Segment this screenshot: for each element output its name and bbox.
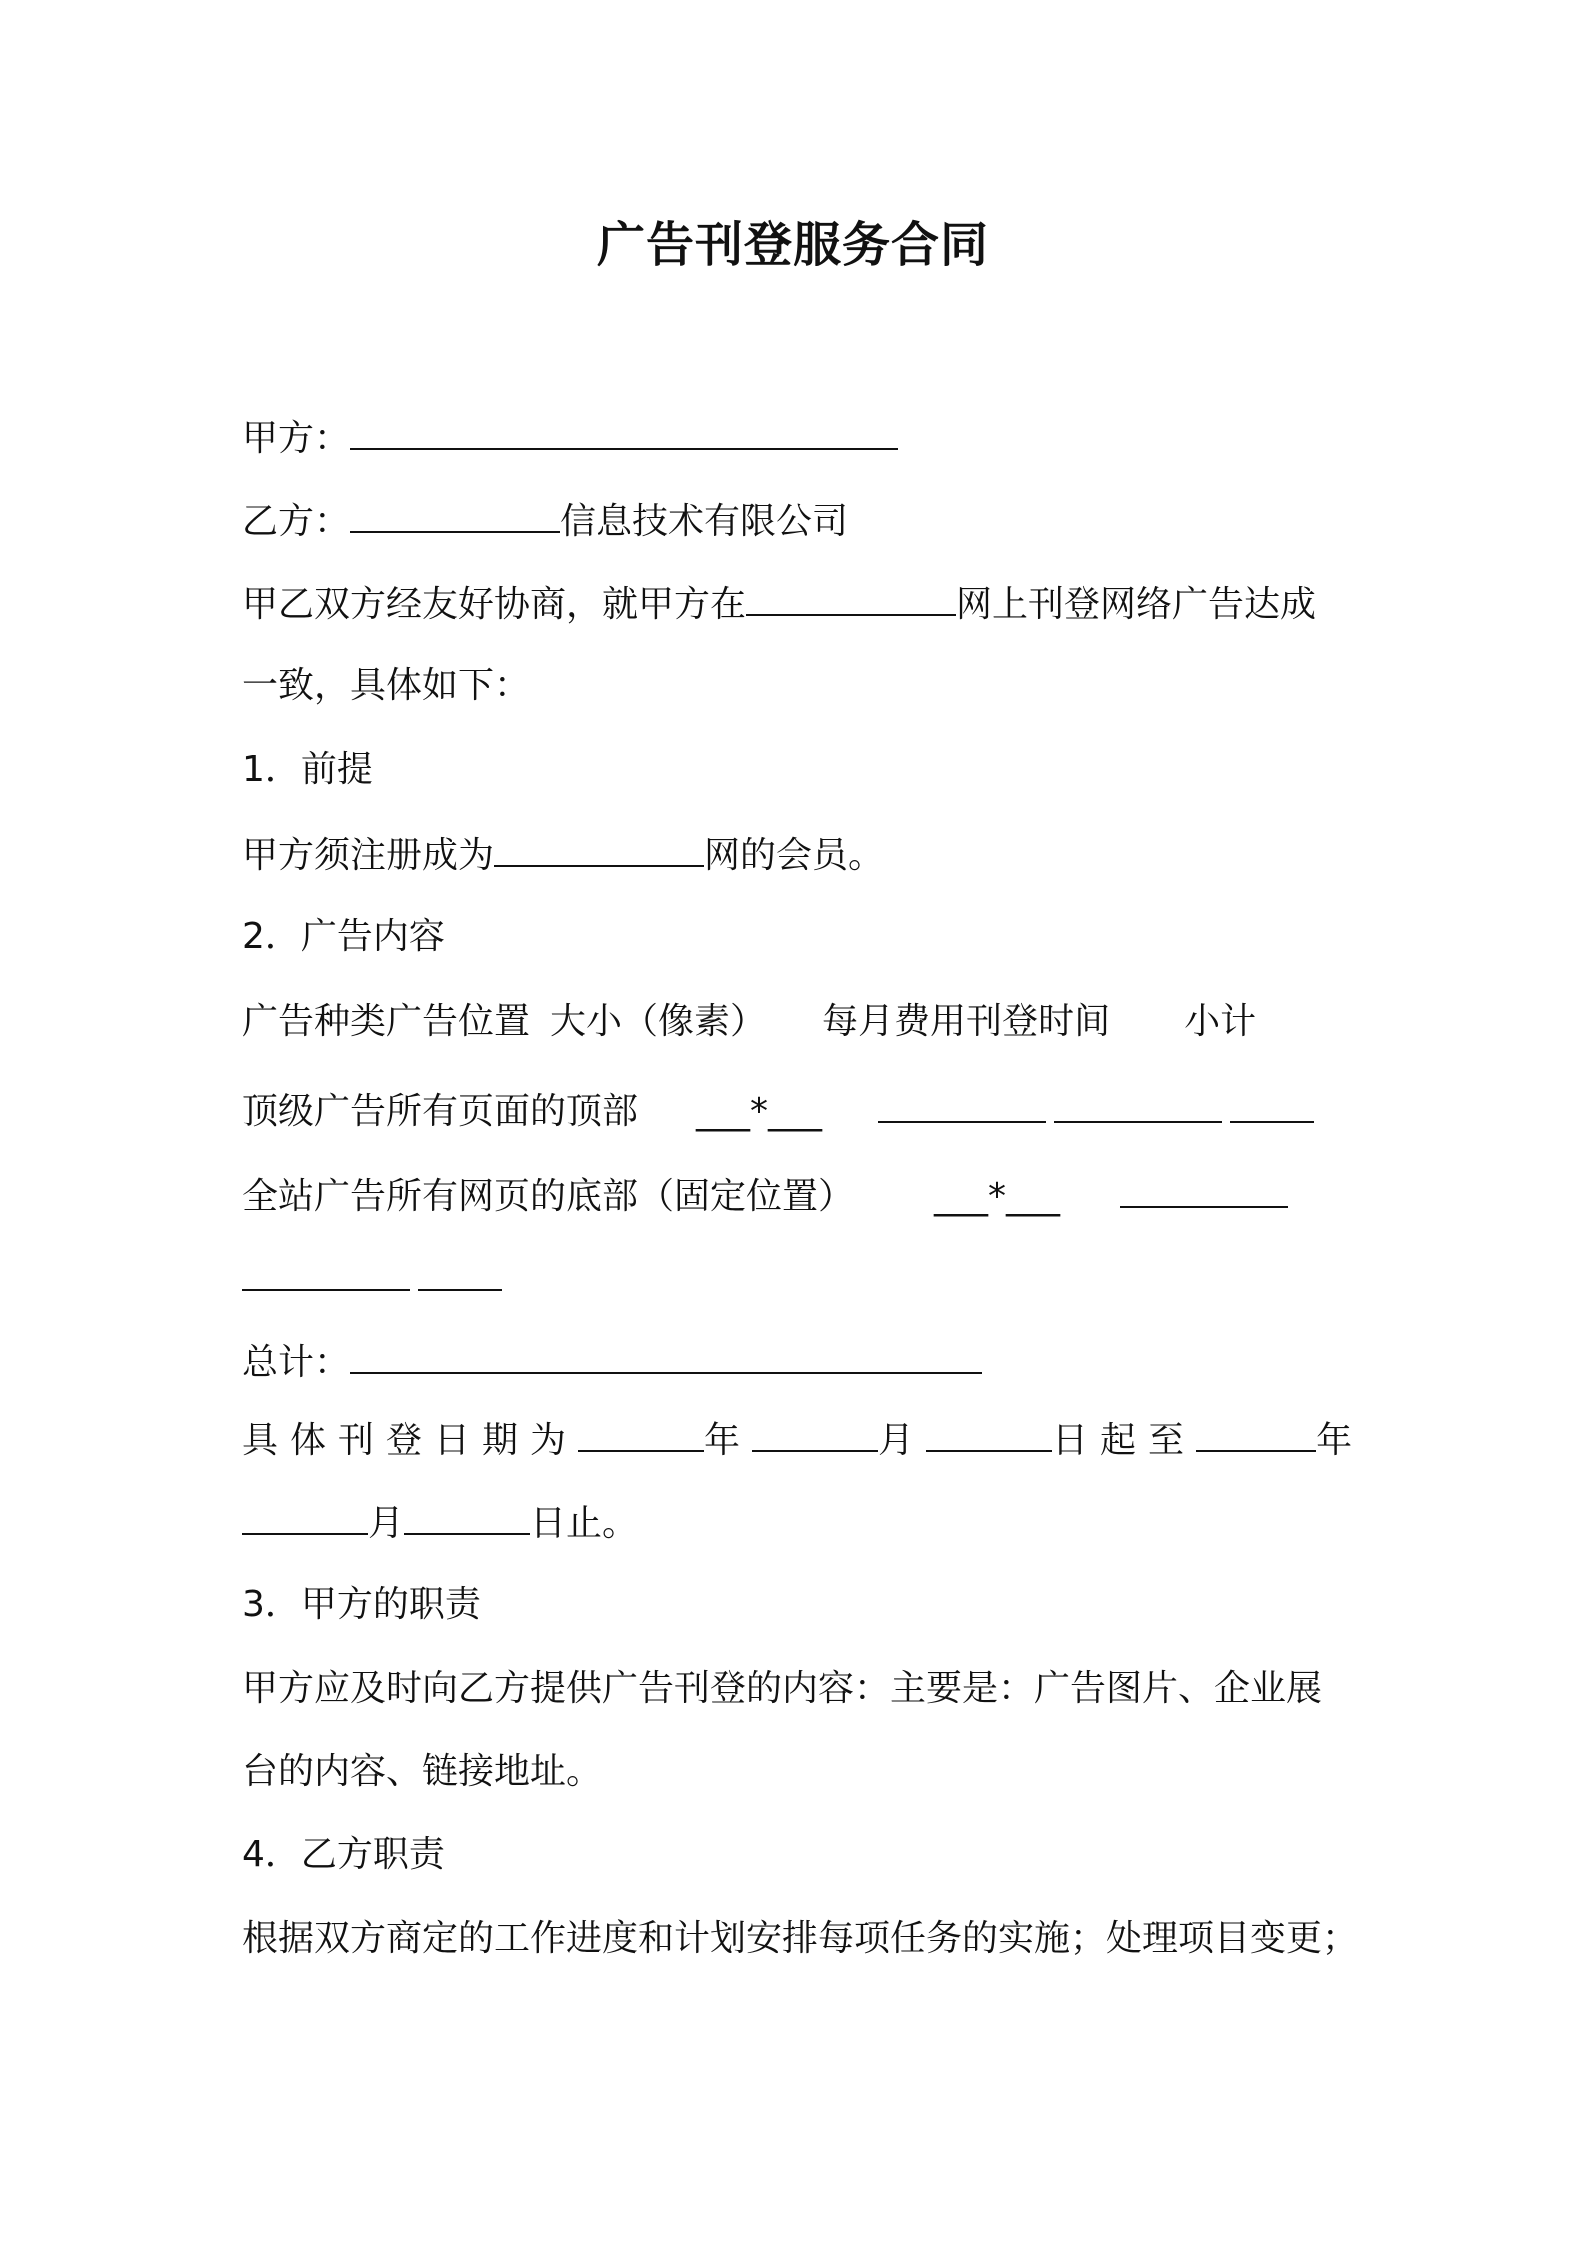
intro-line-1 xyxy=(242,578,1316,630)
party-b-label: 乙方： xyxy=(242,501,351,542)
col-size: 大小（像素） xyxy=(550,1001,767,1042)
end-year-blank[interactable] xyxy=(1196,1414,1316,1452)
col-monthly-fee: 每月费用 xyxy=(822,1001,967,1042)
col-ad-position: 广告位置 xyxy=(386,1001,531,1042)
row1-period-blank[interactable] xyxy=(1054,1085,1222,1123)
member-site-blank[interactable] xyxy=(494,829,704,867)
section3-heading: 3．甲方的职责 xyxy=(242,1584,481,1625)
date-month-2: 月 xyxy=(368,1503,405,1544)
table-row-1 xyxy=(242,1085,1314,1137)
row2-label: 全站广告所有网页的底部（固定位置） xyxy=(242,1176,855,1217)
intro-text-b: 网上刊登网络广告达成 xyxy=(956,584,1317,625)
party-a-line xyxy=(242,412,898,464)
col-subtotal: 小计 xyxy=(1184,1001,1257,1042)
date-line-2 xyxy=(242,1497,638,1549)
col-ad-type: 广告种类 xyxy=(242,1001,387,1042)
date-month-1: 月 xyxy=(878,1420,927,1461)
website-blank[interactable] xyxy=(746,578,956,616)
section1-heading: 1．前提 xyxy=(242,749,373,790)
end-month-blank[interactable] xyxy=(242,1497,368,1535)
table-row-2 xyxy=(242,1170,1288,1222)
row1-fee-blank[interactable] xyxy=(878,1085,1046,1123)
section1-text-b: 网的会员。 xyxy=(704,835,885,876)
row2-subtotal-blank[interactable] xyxy=(418,1253,502,1291)
section1-text-a: 甲方须注册成为 xyxy=(242,835,495,876)
section2-heading: 2．广告内容 xyxy=(242,916,445,957)
intro-line-2: 一致，具体如下： xyxy=(242,665,531,706)
table-header xyxy=(242,997,1256,1047)
start-month-blank[interactable] xyxy=(752,1414,878,1452)
row2-fee-blank[interactable] xyxy=(1120,1170,1288,1208)
total-label: 总计： xyxy=(242,1342,351,1383)
party-b-suffix: 信息技术有限公司 xyxy=(560,501,849,542)
row2-period-blank[interactable] xyxy=(242,1253,410,1291)
party-a-blank[interactable] xyxy=(350,412,898,450)
date-day-from: 日起至 xyxy=(1052,1420,1197,1461)
section4-heading: 4．乙方职责 xyxy=(242,1834,445,1875)
date-line-1 xyxy=(242,1414,1352,1466)
intro-text-a: 甲乙双方经友好协商，就甲方在 xyxy=(242,584,747,625)
total-line xyxy=(242,1336,982,1388)
row1-subtotal-blank[interactable] xyxy=(1230,1085,1314,1123)
end-day-blank[interactable] xyxy=(404,1497,530,1535)
start-year-blank[interactable] xyxy=(578,1414,704,1452)
party-a-label: 甲方： xyxy=(242,418,351,459)
start-day-blank[interactable] xyxy=(926,1414,1052,1452)
row1-size: ___*___ xyxy=(696,1091,823,1132)
table-row-2-cont xyxy=(242,1253,502,1305)
row2-size: ___*___ xyxy=(934,1176,1061,1217)
total-blank[interactable] xyxy=(350,1336,982,1374)
section3-line-2: 台的内容、链接地址。 xyxy=(242,1751,603,1792)
party-b-line xyxy=(242,495,848,547)
date-year-2: 年 xyxy=(1316,1420,1353,1461)
date-prefix: 具体刊登日期为 xyxy=(242,1420,579,1461)
col-period: 刊登时间 xyxy=(966,1001,1111,1042)
section3-line-1: 甲方应及时向乙方提供广告刊登的内容：主要是：广告图片、企业展 xyxy=(242,1668,1323,1709)
document-title: 广告刊登服务合同 xyxy=(596,217,989,273)
section4-line-1: 根据双方商定的工作进度和计划安排每项任务的实施；处理项目变更； xyxy=(242,1918,1359,1959)
section1-body xyxy=(242,829,884,881)
date-year-1: 年 xyxy=(704,1420,753,1461)
party-b-blank[interactable] xyxy=(350,495,560,533)
date-end: 日止。 xyxy=(530,1503,639,1544)
row1-label: 顶级广告所有页面的顶部 xyxy=(242,1091,639,1132)
